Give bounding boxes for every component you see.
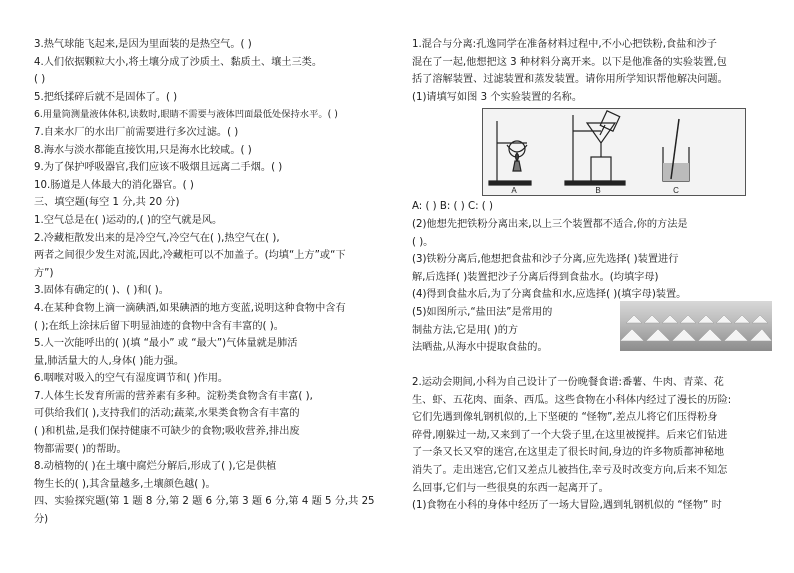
fill-q2-line1: 2.冷藏柜散发出来的是冷空气,冷空气在( ),热空气在( ), [34,232,280,244]
fill-q4-line1: 4.在某种食物上滴一滴碘酒,如果碘酒的地方变蓝,说明这种食物中含有 [34,302,346,314]
exp-q2-sub1: (1)食物在小科的身体中经历了一场大冒险,遇到轧钢机似的 “怪物” 时 [412,500,722,512]
fill-q8-line2: 物生长的( ),其含量越多,土壤颜色越( )。 [34,478,216,490]
fill-q7-line4: 物都需要( )的帮助。 [34,443,127,455]
salt-field-photo [620,301,772,351]
fill-q2-line3: 方”) [34,267,54,279]
exp-q2-line1: 2.运动会期间,小科为自己设计了一份晚餐食谱:番薯、牛肉、青菜、花 [412,376,724,388]
apparatus-label-c: C [673,186,679,196]
left-column [34,36,386,529]
lab-apparatus-drawing [483,109,745,195]
fill-q3: 3.固体有确定的( )、( )和( )。 [34,285,169,297]
exp-q2-line4: 碎骨,刚躲过一劫,又来到了一个大袋子里,在这里被搅拌。后来它们钻进 [412,429,728,441]
exp-q2-line5: 了一条又长又窄的迷宫,在这里走了很长时间,身边的许多物质都神秘地 [412,447,725,459]
exp-q2-line7: 么回事,它们与一些很臭的东西一起离开了。 [412,482,609,494]
exp-q1-sub3-line1: (3)铁粉分离后,他想把食盐和沙子分离,应先选择( )装置进行 [412,254,679,266]
exp-q1-answers-abc: A: ( ) B: ( ) C: ( ) [412,201,493,213]
fill-q4-line2: ( );在纸上涂抹后留下明显油迹的食物中含有丰富的( )。 [34,320,284,332]
exp-q1-sub5-line1: (5)如图所示,“盐田法”是常用的 [412,306,553,318]
fill-q2-line2: 两者之间很少发生对流,因此,冷藏柜可以不加盖子。(均填“上方”或“下 [34,250,346,262]
exp-q1-sub2-line1: (2)他想先把铁粉分离出来,以上三个装置都不适合,你的方法是 [412,218,688,230]
true-false-q5: 5.把纸揉碎后就不是固体了。( ) [34,91,178,103]
exp-q1-sub5-line2: 制盐方法,它是用( )的方 [412,324,519,336]
section-heading-fill-blank: 三、填空题(每空 1 分,共 20 分) [34,197,180,209]
fill-q6: 6.咽喉对吸入的空气有湿度调节和( )作用。 [34,373,229,385]
true-false-q4-blank: ( ) [34,74,46,86]
exp-q1-sub1: (1)请填写如图 3 个实验装置的名称。 [412,91,583,103]
section-heading-experiment-cont: 分) [34,514,49,526]
exp-q1-sub5-line3: 法晒盐,从海水中提取食盐的。 [412,342,548,354]
fill-q7-line2: 可供给我们( ),支持我们的活动;蔬菜,水果类食物含有丰富的 [34,408,300,420]
apparatus-label-a: A [511,186,517,196]
fill-q1: 1.空气总是在( )运动的,( )的空气就是风。 [34,214,223,226]
apparatus-a [489,121,531,185]
true-false-q7: 7.自来水厂的水出厂前需要进行多次过滤。( ) [34,126,239,138]
true-false-q3: 3.热气球能飞起来,是因为里面装的是热空气。( ) [34,39,252,50]
true-false-q8: 8.海水与淡水都能直接饮用,只是海水比较咸。( ) [34,144,252,156]
exp-q1-sub2-line2: ( )。 [412,236,434,248]
exp-q2-line6: 消失了。走出迷宫,它们又差点儿被挡住,幸亏及时改变方向,后来不知怎 [412,464,728,476]
exp-q1-sub4: (4)得到食盐水后,为了分离食盐和水,应选择( )(填字母)装置。 [412,289,687,301]
exp-q1-intro-1: 1.混合与分离:孔逸同学在准备材料过程中,不小心把铁粉,食盐和沙子 [412,39,717,50]
exp-q1-intro-3: 括了溶解装置、过滤装置和蒸发装置。请你用所学知识帮他解决问题。 [412,74,728,86]
fill-q8-line1: 8.动植物的( )在土壤中腐烂分解后,形成了( ),它是供植 [34,461,277,473]
fill-q7-line3: ( )和机盐,是我们保持健康不可缺少的食物;吸收营养,排出废 [34,426,300,438]
apparatus-c [663,119,689,181]
salt-field-question [412,304,772,364]
true-false-q4: 4.人们依据颗粒大小,将土壤分成了沙质土、黏质土、壤土三类。 [34,56,323,68]
exp-q2-line3: 它们先遇到像轧钢机似的,上下坚硬的 “怪物”,差点儿将它们压得粉身 [412,412,718,424]
apparatus-b [565,111,625,185]
lab-apparatus-figure [482,108,746,196]
fill-q5-line2: 量,肺活量大的人,身体( )能力强。 [34,355,185,367]
exp-q1-intro-2: 混在了一起,他想把这 3 种材料分离开来。以下是他准备的实验装置,包 [412,56,727,68]
true-false-q9: 9.为了保护呼吸器官,我们应该不吸烟且远离二手烟。( ) [34,162,283,174]
true-false-q6: 6.用量筒测量液体体积,读数时,眼睛不需要与液体凹面最低处保持水平。( ) [34,109,338,121]
apparatus-label-b: B [595,186,601,196]
true-false-q10: 10.肠道是人体最大的消化器官。( ) [34,179,194,191]
exp-q1-sub3-line2: 解,后选择( )装置把沙子分离后得到食盐水。(均填字母) [412,271,659,283]
fill-q7-line1: 7.人体生长发育所需的营养素有多种。淀粉类食物含有丰富( ), [34,390,313,402]
fill-q5-line1: 5.人一次能呼出的( )(填 “最小” 或 “最大”)气体量就是肺活 [34,338,298,350]
exp-q2-line2: 生、虾、五花肉、面条、西瓜。这些食物在小科体内经过了漫长的历险: [412,394,732,406]
right-column [412,36,772,515]
section-heading-experiment: 四、实验探究题(第 1 题 8 分,第 2 题 6 分,第 3 题 6 分,第 4 题 5 分,共 25 [34,496,375,508]
